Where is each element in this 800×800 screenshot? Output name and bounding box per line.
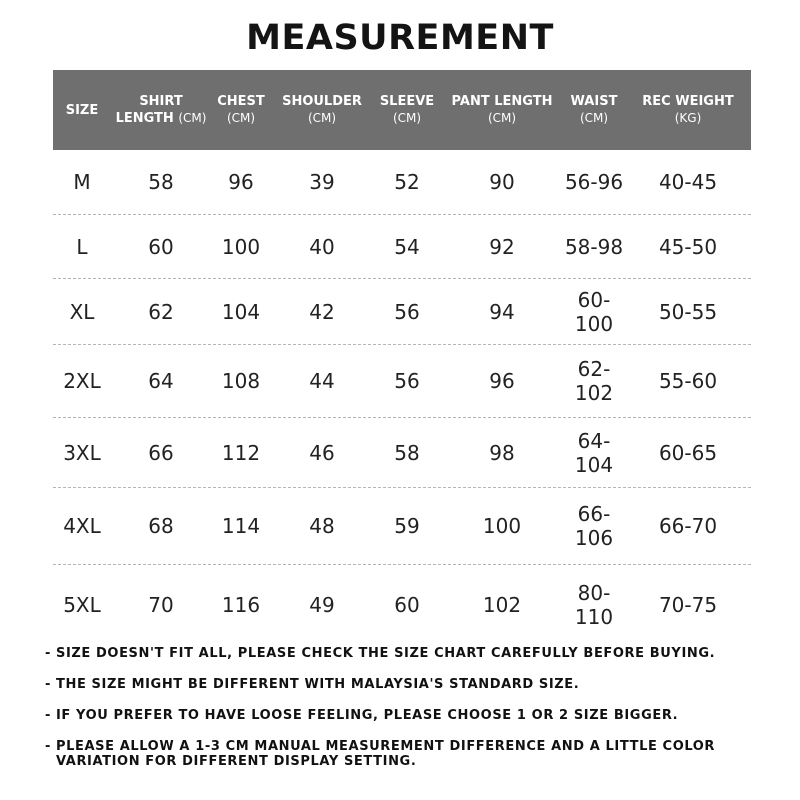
pant-length-cell: 94 [489, 299, 515, 324]
header-pant-length: PANT LENGTH (CM) [451, 94, 553, 125]
sleeve-cell: 60 [394, 593, 420, 617]
size-cell: 4XL [63, 514, 101, 538]
waist-cell: 80-110 [574, 581, 614, 629]
header-shirt-length: SHIRT LENGTH (CM) [115, 94, 207, 126]
waist-cell: 58-98 [564, 234, 624, 259]
shoulder-cell: 49 [309, 593, 335, 617]
pant-length-cell: 92 [489, 234, 515, 259]
header-shoulder: SHOULDER (CM) [282, 94, 362, 125]
shoulder-cell: 48 [309, 514, 335, 538]
weight-cell: 66-70 [658, 514, 718, 538]
sleeve-cell: 58 [394, 440, 420, 465]
size-cell: L [76, 234, 88, 259]
page-title: MEASUREMENT [246, 18, 554, 58]
pant-length-cell: 98 [489, 440, 515, 465]
chest-cell: 112 [221, 440, 261, 465]
shoulder-cell: 44 [309, 369, 335, 393]
waist-cell: 64-104 [574, 428, 614, 477]
note-item [45, 646, 765, 661]
header-chest: CHEST (CM) [217, 94, 265, 125]
weight-cell: 50-55 [658, 299, 718, 324]
size-cell: 2XL [63, 369, 101, 393]
chest-cell: 100 [221, 234, 261, 259]
header-rec-weight: REC WEIGHT (KG) [642, 94, 734, 125]
note-item [45, 739, 765, 769]
shirt-length-cell: 64 [148, 369, 174, 393]
header-size: SIZE [65, 102, 99, 118]
header-sleeve: SLEEVE (CM) [379, 94, 435, 125]
sleeve-cell: 52 [394, 170, 420, 194]
chest-cell: 104 [221, 299, 261, 324]
weight-cell: 45-50 [658, 234, 718, 259]
shoulder-cell: 46 [309, 440, 335, 465]
sleeve-cell: 59 [394, 514, 420, 538]
bullet-dash: - [45, 646, 51, 661]
waist-cell: 60-100 [574, 287, 614, 336]
chest-cell: 108 [221, 369, 261, 393]
table-row [53, 418, 751, 488]
waist-cell: 56-96 [564, 170, 624, 194]
waist-cell: 62-102 [574, 357, 614, 405]
weight-cell: 70-75 [658, 593, 718, 617]
table-row [53, 150, 751, 215]
size-cell: 3XL [63, 440, 101, 465]
weight-cell: 60-65 [658, 440, 718, 465]
waist-cell: 66-106 [574, 502, 614, 550]
note-text: IF YOU PREFER TO HAVE LOOSE FEELING, PLEASE CHOOSE 1 OR 2 SIZE BIGGER. [56, 708, 679, 723]
sleeve-cell: 56 [394, 369, 420, 393]
bullet-dash: - [45, 739, 51, 754]
shirt-length-cell: 62 [148, 299, 174, 324]
shirt-length-cell: 70 [148, 593, 174, 617]
sleeve-cell: 54 [394, 234, 420, 259]
weight-cell: 55-60 [658, 369, 718, 393]
note-item [45, 677, 765, 692]
table-row [53, 488, 751, 565]
notes-list [45, 646, 765, 785]
bullet-dash: - [45, 677, 51, 692]
header-waist: WAIST (CM) [570, 94, 618, 125]
shirt-length-cell: 66 [148, 440, 174, 465]
weight-cell: 40-45 [658, 170, 718, 194]
shoulder-cell: 39 [309, 170, 335, 194]
sleeve-cell: 56 [394, 299, 420, 324]
chest-cell: 116 [221, 593, 261, 617]
chest-cell: 114 [221, 514, 261, 538]
pant-length-cell: 96 [489, 369, 515, 393]
table-row [53, 279, 751, 345]
shoulder-cell: 40 [309, 234, 335, 259]
bullet-dash: - [45, 708, 51, 723]
size-cell: 5XL [63, 593, 101, 617]
size-cell: M [73, 170, 91, 194]
note-text: THE SIZE MIGHT BE DIFFERENT WITH MALAYSIA'S STANDARD SIZE. [56, 677, 580, 692]
shirt-length-cell: 60 [148, 234, 174, 259]
pant-length-cell: 90 [489, 170, 515, 194]
note-text: PLEASE ALLOW A 1-3 CM MANUAL MEASUREMENT DIFFERENCE AND A LITTLE COLOR VARIATION FOR DIFFERENT DISPLAY SETTING. [56, 739, 716, 769]
shirt-length-cell: 68 [148, 514, 174, 538]
pant-length-cell: 100 [482, 514, 522, 538]
pant-length-cell: 102 [482, 593, 522, 617]
shirt-length-cell: 58 [148, 170, 174, 194]
note-text: SIZE DOESN'T FIT ALL, PLEASE CHECK THE SIZE CHART CAREFULLY BEFORE BUYING. [56, 646, 716, 661]
note-item [45, 708, 765, 723]
size-cell: XL [69, 299, 95, 324]
size-chart-table [53, 70, 751, 645]
table-row [53, 345, 751, 418]
table-row [53, 565, 751, 645]
table-row [53, 215, 751, 279]
shoulder-cell: 42 [309, 299, 335, 324]
table-header [53, 70, 751, 150]
chest-cell: 96 [228, 170, 254, 194]
